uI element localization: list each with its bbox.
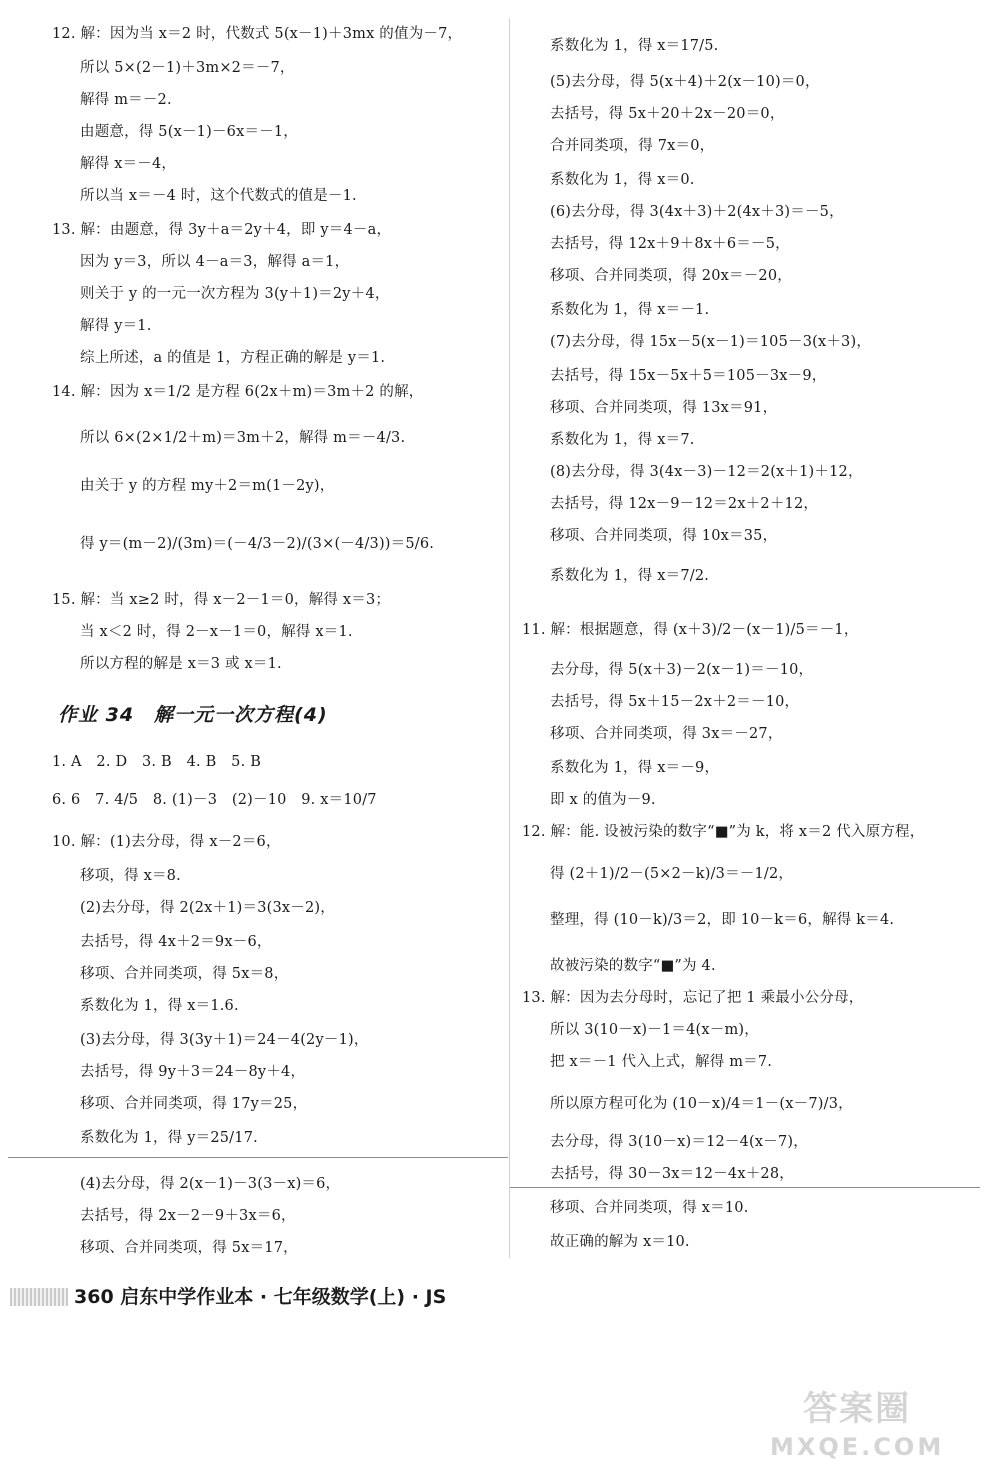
text-line: 因为 y＝3，所以 4－a＝3，解得 a＝1， — [80, 254, 350, 270]
text-line: 移项、合并同类项，得 3x＝－27， — [550, 726, 783, 742]
text-line: 移项、合并同类项，得 20x＝－20， — [550, 268, 792, 284]
text-line: 整理，得 (10－k)/3＝2，即 10－k＝6，解得 k＝4. — [550, 912, 895, 928]
text-line: 去分母，得 3(10－x)＝12－4(x－7)， — [550, 1134, 808, 1150]
text-line: 移项、合并同类项，得 13x＝91， — [550, 400, 778, 416]
text-line: 所以当 x＝－4 时，这个代数式的值是－1. — [80, 188, 357, 204]
watermark-line2: MXQE.COM — [770, 1433, 945, 1461]
text-line: (2)去分母，得 2(2x＋1)＝3(3x－2)， — [80, 900, 335, 916]
text-line: 系数化为 1，得 y＝25/17. — [80, 1130, 258, 1146]
text-line: 系数化为 1，得 x＝7. — [550, 432, 695, 448]
text-line: 11. 解：根据题意，得 (x＋3)/2－(x－1)/5＝－1， — [522, 622, 859, 638]
text-line: 14. 解：因为 x＝1/2 是方程 6(2x＋m)＝3m＋2 的解， — [52, 384, 424, 400]
text-line: 移项、合并同类项，得 5x＝8， — [80, 966, 289, 982]
text-line: 所以 5×(2－1)＋3m×2＝－7， — [80, 60, 295, 76]
text-line: 去括号，得 5x＋20＋2x－20＝0， — [550, 106, 785, 122]
text-line: 移项、合并同类项，得 5x＝17， — [80, 1240, 298, 1256]
text-line: (7)去分母，得 15x－5(x－1)＝105－3(x＋3)， — [550, 334, 872, 350]
text-line: 去括号，得 4x＋2＝9x－6， — [80, 934, 272, 950]
text-line: 13. 解：由题意，得 3y＋a＝2y＋4，即 y＝4－a， — [52, 222, 392, 238]
text-line: 去括号，得 5x＋15－2x＋2＝－10， — [550, 694, 800, 710]
text-line: 合并同类项，得 7x＝0， — [550, 138, 715, 154]
text-line: 12. 解：能. 设被污染的数字“■”为 k，将 x＝2 代入原方程， — [522, 824, 925, 840]
text-line: 12. 解：因为当 x＝2 时，代数式 5(x－1)＋3mx 的值为－7， — [52, 26, 463, 42]
text-line: 当 x＜2 时，得 2－x－1＝0，解得 x＝1. — [80, 624, 353, 640]
text-line: 15. 解：当 x≥2 时，得 x－2－1＝0，解得 x＝3； — [52, 592, 391, 608]
scan-rule-right — [510, 1187, 980, 1188]
text-line: 解得 x＝－4， — [80, 156, 177, 172]
text-line: 去括号，得 15x－5x＋5＝105－3x－9， — [550, 368, 827, 384]
text-line: 则关于 y 的一元一次方程为 3(y＋1)＝2y＋4， — [80, 286, 390, 302]
text-line: 去括号，得 12x－9－12＝2x＋2＋12， — [550, 496, 819, 512]
section-title: 作业 34 解一元一次方程(4) — [58, 704, 328, 726]
text-line: 移项、合并同类项，得 x＝10. — [550, 1200, 749, 1216]
text-line: 去括号，得 30－3x＝12－4x＋28， — [550, 1166, 794, 1182]
text-line: 6. 6 7. 4/5 8. (1)－3 (2)－10 9. x＝10/7 — [52, 792, 377, 808]
text-line: (8)去分母，得 3(4x－3)－12＝2(x＋1)＋12， — [550, 464, 863, 480]
text-line: 13. 解：因为去分母时，忘记了把 1 乘最小公分母， — [522, 990, 864, 1006]
text-line: 所以 6×(2×1/2＋m)＝3m＋2，解得 m＝－4/3. — [80, 430, 406, 446]
text-line: (3)去分母，得 3(3y＋1)＝24－4(2y－1)， — [80, 1032, 369, 1048]
text-line: 系数化为 1，得 x＝0. — [550, 172, 695, 188]
text-line: 去括号，得 9y＋3＝24－8y＋4， — [80, 1064, 306, 1080]
text-line: 去括号，得 2x－2－9＋3x＝6， — [80, 1208, 296, 1224]
text-line: 移项，得 x＝8. — [80, 868, 181, 884]
text-line: 得 y＝(m－2)/(3m)＝(－4/3－2)/(3×(－4/3))＝5/6. — [80, 536, 435, 552]
text-line: 解得 y＝1. — [80, 318, 152, 334]
text-line: 系数化为 1，得 x＝7/2. — [550, 568, 710, 584]
column-divider — [509, 18, 510, 1258]
text-line: 1. A 2. D 3. B 4. B 5. B — [52, 754, 262, 770]
text-line: 解得 m＝－2. — [80, 92, 172, 108]
watermark-line1: 答案圈 — [803, 1389, 912, 1429]
text-line: 系数化为 1，得 x＝1.6. — [80, 998, 239, 1014]
text-line: 移项、合并同类项，得 10x＝35， — [550, 528, 778, 544]
watermark — [770, 1390, 944, 1466]
text-line: 移项、合并同类项，得 17y＝25， — [80, 1096, 308, 1112]
scan-rule-left — [8, 1157, 508, 1158]
text-line: 故被污染的数字“■”为 4. — [550, 958, 716, 974]
page-footer — [10, 1282, 446, 1309]
text-line: (6)去分母，得 3(4x＋3)＋2(4x＋3)＝－5， — [550, 204, 844, 220]
text-line: 去括号，得 12x＋9＋8x＋6＝－5， — [550, 236, 790, 252]
footer-text: 360 启东中学作业本 · 七年级数学(上) · JS — [74, 1286, 447, 1308]
text-line: 由题意，得 5(x－1)－6x＝－1， — [80, 124, 298, 140]
text-line: 所以原方程可化为 (10－x)/4＝1－(x－7)/3， — [550, 1096, 853, 1112]
text-line: 综上所述，a 的值是 1，方程正确的解是 y＝1. — [80, 350, 386, 366]
text-line: 即 x 的值为－9. — [550, 792, 656, 808]
text-line: 所以 3(10－x)－1＝4(x－m)， — [550, 1022, 759, 1038]
text-line: 故正确的解为 x＝10. — [550, 1234, 690, 1250]
text-line: 所以方程的解是 x＝3 或 x＝1. — [80, 656, 282, 672]
text-line: 系数化为 1，得 x＝－1. — [550, 302, 710, 318]
text-line: 系数化为 1，得 x＝－9， — [550, 760, 720, 776]
text-line: 由关于 y 的方程 my＋2＝m(1－2y)， — [80, 478, 335, 494]
text-line: (4)去分母，得 2(x－1)－3(3－x)＝6， — [80, 1176, 341, 1192]
text-line: (5)去分母，得 5(x＋4)＋2(x－10)＝0， — [550, 74, 820, 90]
footer-texture — [10, 1288, 68, 1306]
text-line: 得 (2＋1)/2－(5×2－k)/3＝－1/2， — [550, 866, 794, 882]
text-line: 系数化为 1，得 x＝17/5. — [550, 38, 719, 54]
text-line: 10. 解：(1)去分母，得 x－2＝6， — [52, 834, 281, 850]
text-line: 去分母，得 5(x＋3)－2(x－1)＝－10， — [550, 662, 814, 678]
text-line: 把 x＝－1 代入上式，解得 m＝7. — [550, 1054, 773, 1070]
